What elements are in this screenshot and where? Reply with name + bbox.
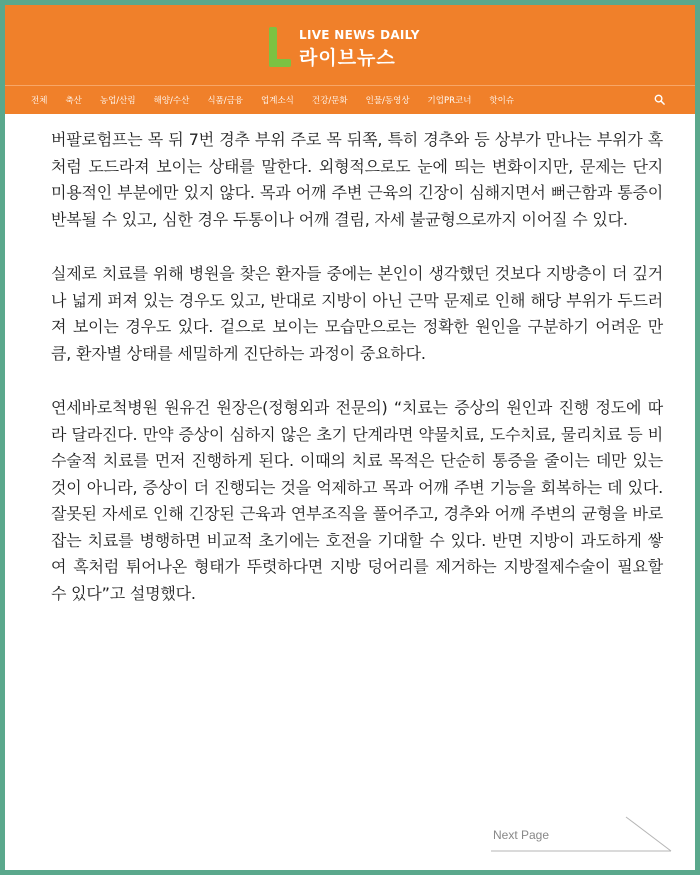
- nav-item-corporate-pr[interactable]: 기업PR코너: [427, 96, 472, 106]
- site-header: [5, 5, 695, 85]
- nav-item-livestock[interactable]: 축산: [65, 96, 82, 106]
- site-logo[interactable]: [269, 25, 449, 75]
- next-arrow-icon: [491, 813, 673, 853]
- logo-l-mark-icon: [269, 27, 291, 67]
- article-paragraph: 실제로 치료를 위해 병원을 찾은 환자들 중에는 본인이 생각했던 것보다 지방층이 더 깊거나 넓게 퍼져 있는 경우도 있고, 반대로 지방이 아닌 근막 문제로 인해 해당 부위가 두드러져 보이는 경우도 있다. 겉으로 보이는 모습만으로는 정확한 원인을 구분하기 어려운 만큼, 환자별 상태를 세밀하게 진단하는 과정이 중요하다.: [51, 264, 663, 363]
- logo-title-en: LIVE NEWS DAILY: [299, 28, 420, 42]
- main-nav: [5, 85, 695, 114]
- article-paragraph: 연세바로척병원 원유건 원장은(정형외과 전문의) “치료는 증상의 원인과 진행 정도에 따라 달라진다. 만약 증상이 심하지 않은 초기 단계라면 약물치료, 도수치료, 물리치료 등 비수술적 치료를 먼저 진행하게 된다. 이때의 치료 목적은 단순히 통증을 줄이는 데만 있는 것이 아니라, 증상이 더 진행되는 것을 억제하고 목과 어깨 주변 기능을 회복하는 데 있다. 잘못된 자세로 인해 긴장된 근육과 연부조직을 풀어주고, 경추와 어깨 주변의 균형을 바로잡는 치료를 병행하면 비교적 초기에는 호전을 기대할 수 있다. 반면 지방이 과도하게 쌓여 혹처럼 튀어나온 형태가 뚜렷하다면 지방 덩어리를 제거하는 지방절제수술이 필요할 수 있다”고 설명했다.: [51, 398, 663, 603]
- article-body: [51, 127, 663, 635]
- nav-item-marine[interactable]: 해양/수산: [153, 96, 190, 106]
- next-page-label: Next Page: [493, 828, 550, 842]
- nav-item-all[interactable]: 전체: [31, 96, 48, 106]
- nav-item-food-finance[interactable]: 식품/금융: [207, 96, 244, 106]
- nav-item-hot-issue[interactable]: 핫이슈: [489, 96, 515, 106]
- nav-item-health-culture[interactable]: 건강/문화: [311, 96, 348, 106]
- nav-item-agriculture[interactable]: 농업/산림: [99, 96, 136, 106]
- page-frame: [5, 5, 695, 870]
- logo-title-ko: 라이브뉴스: [299, 47, 396, 69]
- article-paragraph: 버팔로험프는 목 뒤 7번 경추 부위 주로 목 뒤쪽, 특히 경추와 등 상부가 만나는 부위가 혹처럼 도드라져 보이는 상태를 말한다. 외형적으로도 눈에 띄는 변화이지만, 문제는 단지 미용적인 부분에만 있지 않다. 목과 어깨 주변 근육의 긴장이 심해지면서 뻐근함과 통증이 반복될 수 있고, 심한 경우 두통이나 어깨 결림, 자세 불균형으로까지 이어질 수 있다.: [51, 130, 663, 229]
- next-page-button[interactable]: [491, 813, 673, 853]
- nav-item-industry-news[interactable]: 업계소식: [261, 96, 294, 106]
- nav-item-people-video[interactable]: 인물/동영상: [365, 96, 410, 106]
- search-icon[interactable]: [654, 94, 665, 105]
